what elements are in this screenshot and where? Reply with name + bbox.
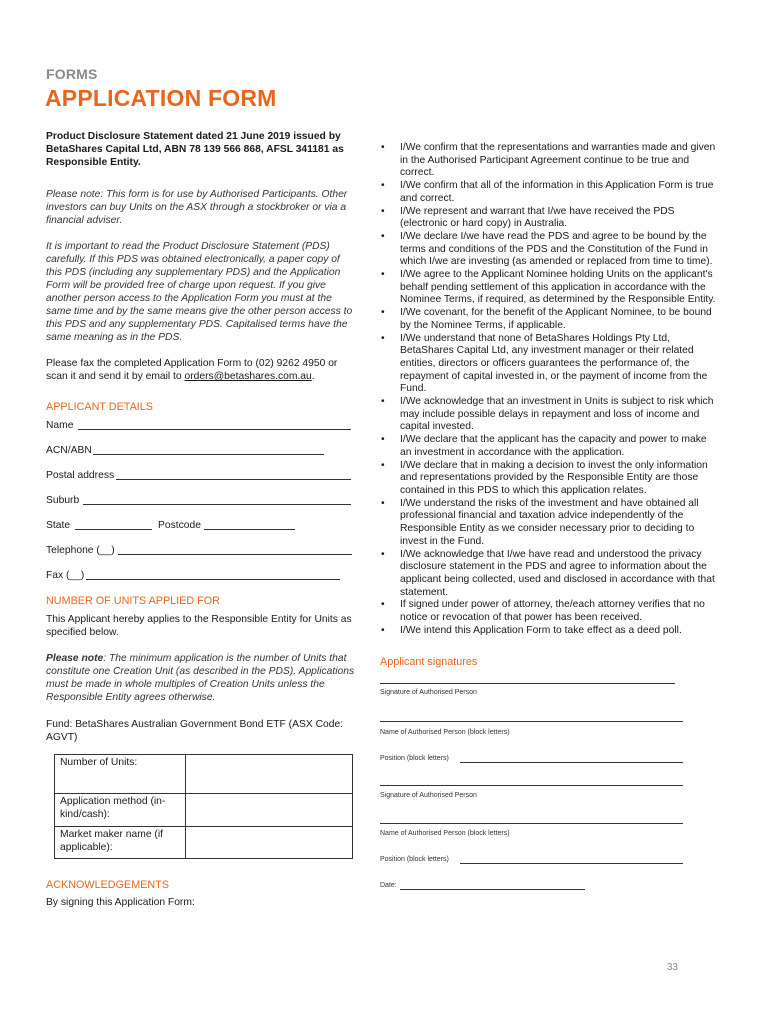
- signature-1-line[interactable]: [380, 683, 675, 684]
- bullet-icon: •: [381, 307, 385, 319]
- number-of-units-input[interactable]: [186, 755, 353, 794]
- list-item: [380, 333, 720, 397]
- acn-label: ACN/ABN: [46, 445, 92, 456]
- application-method-input[interactable]: [186, 794, 353, 827]
- table-row: [55, 755, 353, 794]
- name-field[interactable]: [46, 419, 356, 432]
- table-row: [55, 794, 353, 827]
- list-item: [380, 434, 720, 459]
- applicant-signatures-heading: Applicant signatures: [380, 656, 478, 668]
- name-2-label: Name of Authorised Person (block letters): [380, 830, 510, 837]
- acn-field[interactable]: [46, 444, 356, 457]
- list-item-text: I/We acknowledge that I/we have read and understood the privacy disclosure statement in the PDS and agree to information about the applicant being collected, used and disclosed in accordance with that statement.: [400, 548, 715, 598]
- please-note-text: : The minimum application is the number of Units that constitute one Creation Unit (as described in the PDS). Applications must be made in whole multiples of Creation Units unless the Responsible Entity agrees otherwise.: [46, 653, 355, 703]
- state-postcode-field[interactable]: [46, 519, 356, 532]
- page-title: APPLICATION FORM: [45, 85, 277, 111]
- units-table: [54, 754, 353, 859]
- list-item-text: I/We confirm that all of the information in this Application Form is true and correct.: [400, 180, 714, 204]
- note-authorised-participants: Please note: This form is for use by Authorised Participants. Other investors can buy Units on the ASX through a stockbroker or via a financial adviser.: [46, 189, 348, 226]
- bullet-icon: •: [381, 548, 385, 560]
- acknowledgement-list: [380, 142, 720, 637]
- postcode-label: Postcode: [158, 520, 201, 531]
- list-item-text: I/We declare that in making a decision to invest the only information and representations provided by the Responsible Entity are those contained in this PDS to which this application relates.: [400, 459, 708, 496]
- acknowledgements-heading: ACKNOWLEDGEMENTS: [46, 879, 169, 891]
- please-note: [46, 652, 356, 704]
- bullet-icon: •: [381, 269, 385, 281]
- name-1-line[interactable]: [380, 721, 683, 722]
- postcode-input-line[interactable]: [204, 529, 295, 530]
- left-column: [46, 130, 356, 859]
- list-item: [380, 269, 720, 307]
- list-item: [380, 549, 720, 600]
- pds-statement: Product Disclosure Statement dated 21 June 2019 issued by BetaShares Capital Ltd, ABN 78 139 566 868, AFSL 341181 as Responsible Entity.: [46, 131, 344, 168]
- fax-text: Please fax the completed Application Form to (02) 9262 4950 or scan it and send it by email to: [46, 358, 338, 382]
- bullet-icon: •: [381, 459, 385, 471]
- units-heading: NUMBER OF UNITS APPLIED FOR: [46, 595, 220, 607]
- position-2-label: Position (block letters): [380, 856, 449, 863]
- applicant-details-heading: APPLICANT DETAILS: [46, 401, 154, 413]
- bullet-icon: •: [381, 180, 385, 192]
- signature-2-line[interactable]: [380, 785, 683, 786]
- bullet-icon: •: [381, 230, 385, 242]
- bullet-icon: •: [381, 497, 385, 509]
- postal-address-label: Postal address: [46, 470, 115, 481]
- list-item: [380, 599, 720, 624]
- fax-field[interactable]: [46, 569, 356, 582]
- list-item: [380, 396, 720, 434]
- signature-2-label: Signature of Authorised Person: [380, 792, 477, 799]
- table-row: [55, 827, 353, 859]
- fax-instructions: [46, 357, 356, 383]
- section-kicker: FORMS: [46, 66, 98, 82]
- name-label: Name: [46, 420, 74, 431]
- bullet-icon: •: [381, 142, 385, 153]
- name-2-line[interactable]: [380, 823, 683, 824]
- bullet-icon: •: [381, 396, 385, 408]
- please-note-label: Please note: [46, 653, 104, 664]
- position-1-label: Position (block letters): [380, 755, 449, 762]
- telephone-input-line[interactable]: [118, 554, 352, 555]
- market-maker-input[interactable]: [186, 827, 353, 859]
- number-of-units-label: Number of Units:: [55, 755, 186, 794]
- signature-1-label: Signature of Authorised Person: [380, 689, 477, 696]
- list-item-text: I/We understand the risks of the investment and have obtained all professional financial and taxation advice independently of the Responsible Entity as we consider necessary prior to deciding to invest in the Fund.: [400, 497, 699, 547]
- postal-address-field[interactable]: [46, 469, 356, 482]
- state-input-line[interactable]: [75, 529, 152, 530]
- bullet-icon: •: [381, 624, 385, 636]
- fax-label: Fax (__): [46, 570, 85, 581]
- list-item-text: I/We declare that the applicant has the capacity and power to make an investment in accordance with the application.: [400, 434, 707, 458]
- list-item: [380, 498, 720, 549]
- postal-address-input-line[interactable]: [116, 479, 351, 480]
- note-read-pds: It is important to read the Product Disclosure Statement (PDS) carefully. If this PDS was obtained electronically, a paper copy of this PDS (including any supplementary PDS) and the Application Form will be provided free of charge upon request. If you give another person access to the Application Form you must at the same time and by the same means give the other person access to this PDS and any supplementary PDS. Capitalised terms have the same meaning as in the PDS.: [46, 241, 353, 343]
- list-item-text: I/We confirm that the representations and warranties made and given in the Authorised Participant Agreement continue to be true and correct.: [400, 142, 716, 179]
- list-item-text: I/We declare I/we have read the PDS and agree to be bound by the terms and conditions of the PDS and the Constitution of the Fund in which I/we are investing (as amended or replaced from time to time).: [400, 230, 713, 268]
- list-item: [380, 142, 720, 180]
- acknowledgements-text: By signing this Application Form:: [46, 897, 195, 908]
- telephone-label: Telephone (__): [46, 545, 115, 556]
- state-label: State: [46, 520, 71, 531]
- list-item: [380, 180, 720, 205]
- bullet-icon: •: [381, 599, 385, 611]
- list-item-text: I/We represent and warrant that I/we have received the PDS (electronic or hard copy) in Australia.: [400, 205, 675, 230]
- bullet-icon: •: [381, 434, 385, 446]
- list-item-text: I/We covenant, for the benefit of the Applicant Nominee, to be bound by the Nominee Terms, if applicable.: [400, 307, 712, 331]
- date-label: Date:: [380, 882, 397, 889]
- list-item-text: I/We understand that none of BetaShares Holdings Pty Ltd, BetaShares Capital Ltd, any investment manager or their related entities, directors or officers guarantees the performance of, the repayment of capital invested in, or the payment of income from the Fund.: [400, 332, 708, 395]
- orders-email-link[interactable]: orders@betashares.com.au: [184, 371, 312, 382]
- position-1-line[interactable]: [460, 762, 683, 763]
- fax-input-line[interactable]: [86, 579, 340, 580]
- suburb-input-line[interactable]: [83, 504, 351, 505]
- name-input-line[interactable]: [78, 429, 351, 430]
- right-column: [380, 142, 720, 637]
- name-1-label: Name of Authorised Person (block letters): [380, 729, 510, 736]
- suburb-label: Suburb: [46, 495, 80, 506]
- list-item: [380, 460, 720, 498]
- date-line[interactable]: [400, 889, 585, 890]
- list-item: [380, 625, 720, 638]
- units-text: This Applicant hereby applies to the Responsible Entity for Units as specified below.: [46, 614, 352, 638]
- fax-text-end: .: [311, 371, 315, 382]
- bullet-icon: •: [381, 332, 385, 344]
- application-method-label: Application method (in-kind/cash):: [55, 794, 186, 827]
- list-item: [380, 231, 720, 269]
- list-item-text: I/We agree to the Applicant Nominee holding Units on the applicant's behalf pending settlement of this application in accordance with the Nominee Terms, if required, as determined by the Responsible Entity.: [400, 269, 716, 306]
- page-number: 33: [666, 962, 678, 973]
- acn-input-line[interactable]: [93, 454, 324, 455]
- list-item-text: If signed under power of attorney, the/each attorney verifies that no notice or revocation of that power has been received.: [400, 599, 705, 624]
- list-item: [380, 206, 720, 231]
- market-maker-label: Market maker name (if applicable):: [55, 827, 186, 859]
- bullet-icon: •: [381, 205, 385, 217]
- suburb-field[interactable]: [46, 494, 356, 507]
- list-item-text: I/We intend this Application Form to take effect as a deed poll.: [400, 624, 682, 636]
- telephone-field[interactable]: [46, 544, 356, 557]
- list-item-text: I/We acknowledge that an investment in Units is subject to risk which may include possible delays in repayment and loss of income and capital invested.: [400, 396, 714, 433]
- position-2-line[interactable]: [460, 863, 683, 864]
- list-item: [380, 307, 720, 332]
- fund-name: Fund: BetaShares Australian Government Bond ETF (ASX Code: AGVT): [46, 719, 344, 743]
